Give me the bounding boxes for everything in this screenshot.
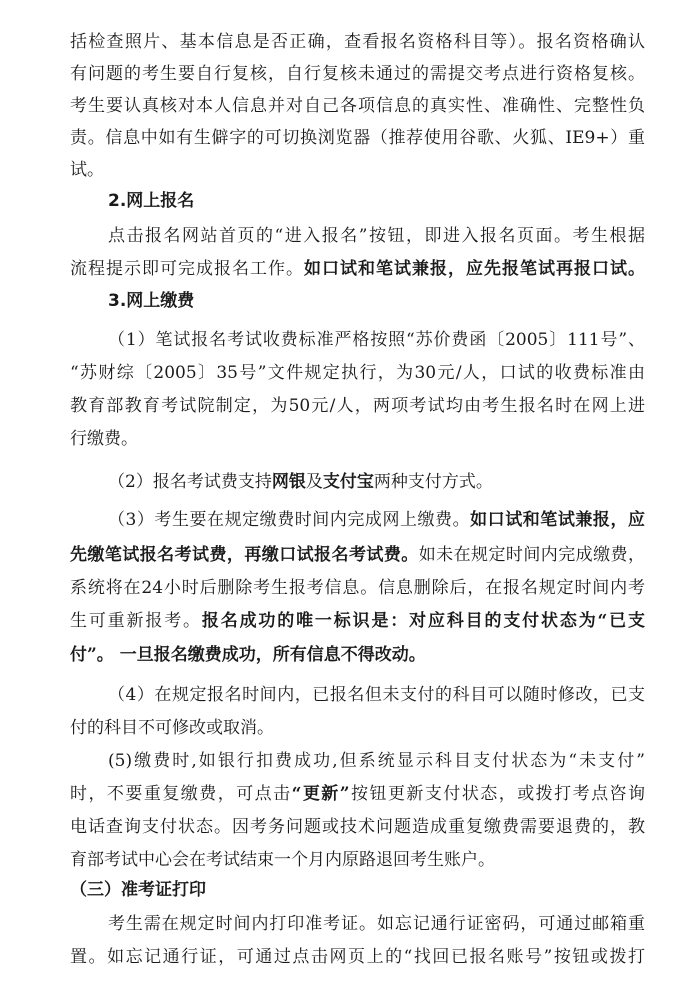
text-line-5: 试。: [70, 160, 104, 180]
heading-online-payment: 3.网上缴费: [108, 291, 195, 311]
text-line-13: 行缴费。: [70, 429, 138, 449]
text-line-20: （4）在规定报名时间内，已报名但未支付的科目可以随时修改，已支: [108, 685, 645, 705]
text-line-19: 付”。 一旦报名缴费成功，所有信息不得改动。: [70, 645, 426, 665]
text-line-15: （3）考生要在规定缴费时间内完成网上缴费。如口试和笔试兼报，应: [108, 510, 645, 530]
text-line-22: (5)缴费时,如银行扣费成功,但系统显示科目支付状态为“未支付”: [108, 751, 645, 771]
text-line-27: 考生需在规定时间内打印准考证。如忘记通行证密码，可通过邮箱重: [108, 914, 645, 934]
text-line-4: 责。信息中如有生僻字的可切换浏览器（推荐使用谷歌、火狐、IE9+）重: [70, 128, 645, 148]
text-line-12: 教育部教育考试院制定，为50元/人，两项考试均由考生报名时在网上进: [70, 396, 645, 416]
text-line-2: 有问题的考生要自行复核，自行复核未通过的需提交考点进行资格复核。: [70, 64, 645, 84]
text-line-24: 电话查询支付状态。因考务问题或技术问题造成重复缴费需要退费的，教: [70, 817, 645, 837]
text-line-23: 时，不要重复缴费，可点击“更新”按钮更新支付状态，或拨打考点咨询: [70, 784, 645, 804]
text-line-1: 括检查照片、基本信息是否正确，查看报名资格科目等）。报名资格确认: [70, 32, 645, 52]
text-line-21: 付的科目不可修改或取消。: [70, 718, 274, 738]
text-line-18: 生可重新报考。报名成功的唯一标识是：对应科目的支付状态为“已支: [70, 611, 645, 631]
text-line-17: 系统将在24小时后删除考生报考信息。信息删除后，在报名规定时间内考: [70, 578, 645, 598]
text-line-7: 点击报名网站首页的“进入报名”按钮，即进入报名页面。考生根据: [108, 226, 645, 246]
heading-admission-ticket: （三）准考证打印: [70, 880, 206, 900]
text-line-14: （2）报名考试费支持网银及支付宝两种支付方式。: [108, 472, 493, 492]
text-line-25: 育部考试中心会在考试结束一个月内原路退回考生账户。: [70, 850, 495, 870]
text-line-16: 先缴笔试报名考试费，再缴口试报名考试费。如未在规定时间内完成缴费，: [70, 545, 645, 565]
text-line-10: （1）笔试报名考试收费标准严格按照“苏价费函〔2005〕111号”、: [108, 330, 645, 350]
text-line-28: 置。如忘记通行证，可通过点击网页上的“找回已报名账号”按钮或拨打: [70, 947, 645, 967]
text-line-11: “苏财综〔2005〕35号”文件规定执行，为30元/人，口试的收费标准由: [70, 363, 645, 383]
text-line-3: 考生要认真核对本人信息并对自己各项信息的真实性、准确性、完整性负: [70, 96, 645, 116]
text-line-8: 流程提示即可完成报名工作。如口试和笔试兼报，应先报笔试再报口试。: [70, 259, 645, 279]
heading-online-registration: 2.网上报名: [108, 191, 195, 211]
